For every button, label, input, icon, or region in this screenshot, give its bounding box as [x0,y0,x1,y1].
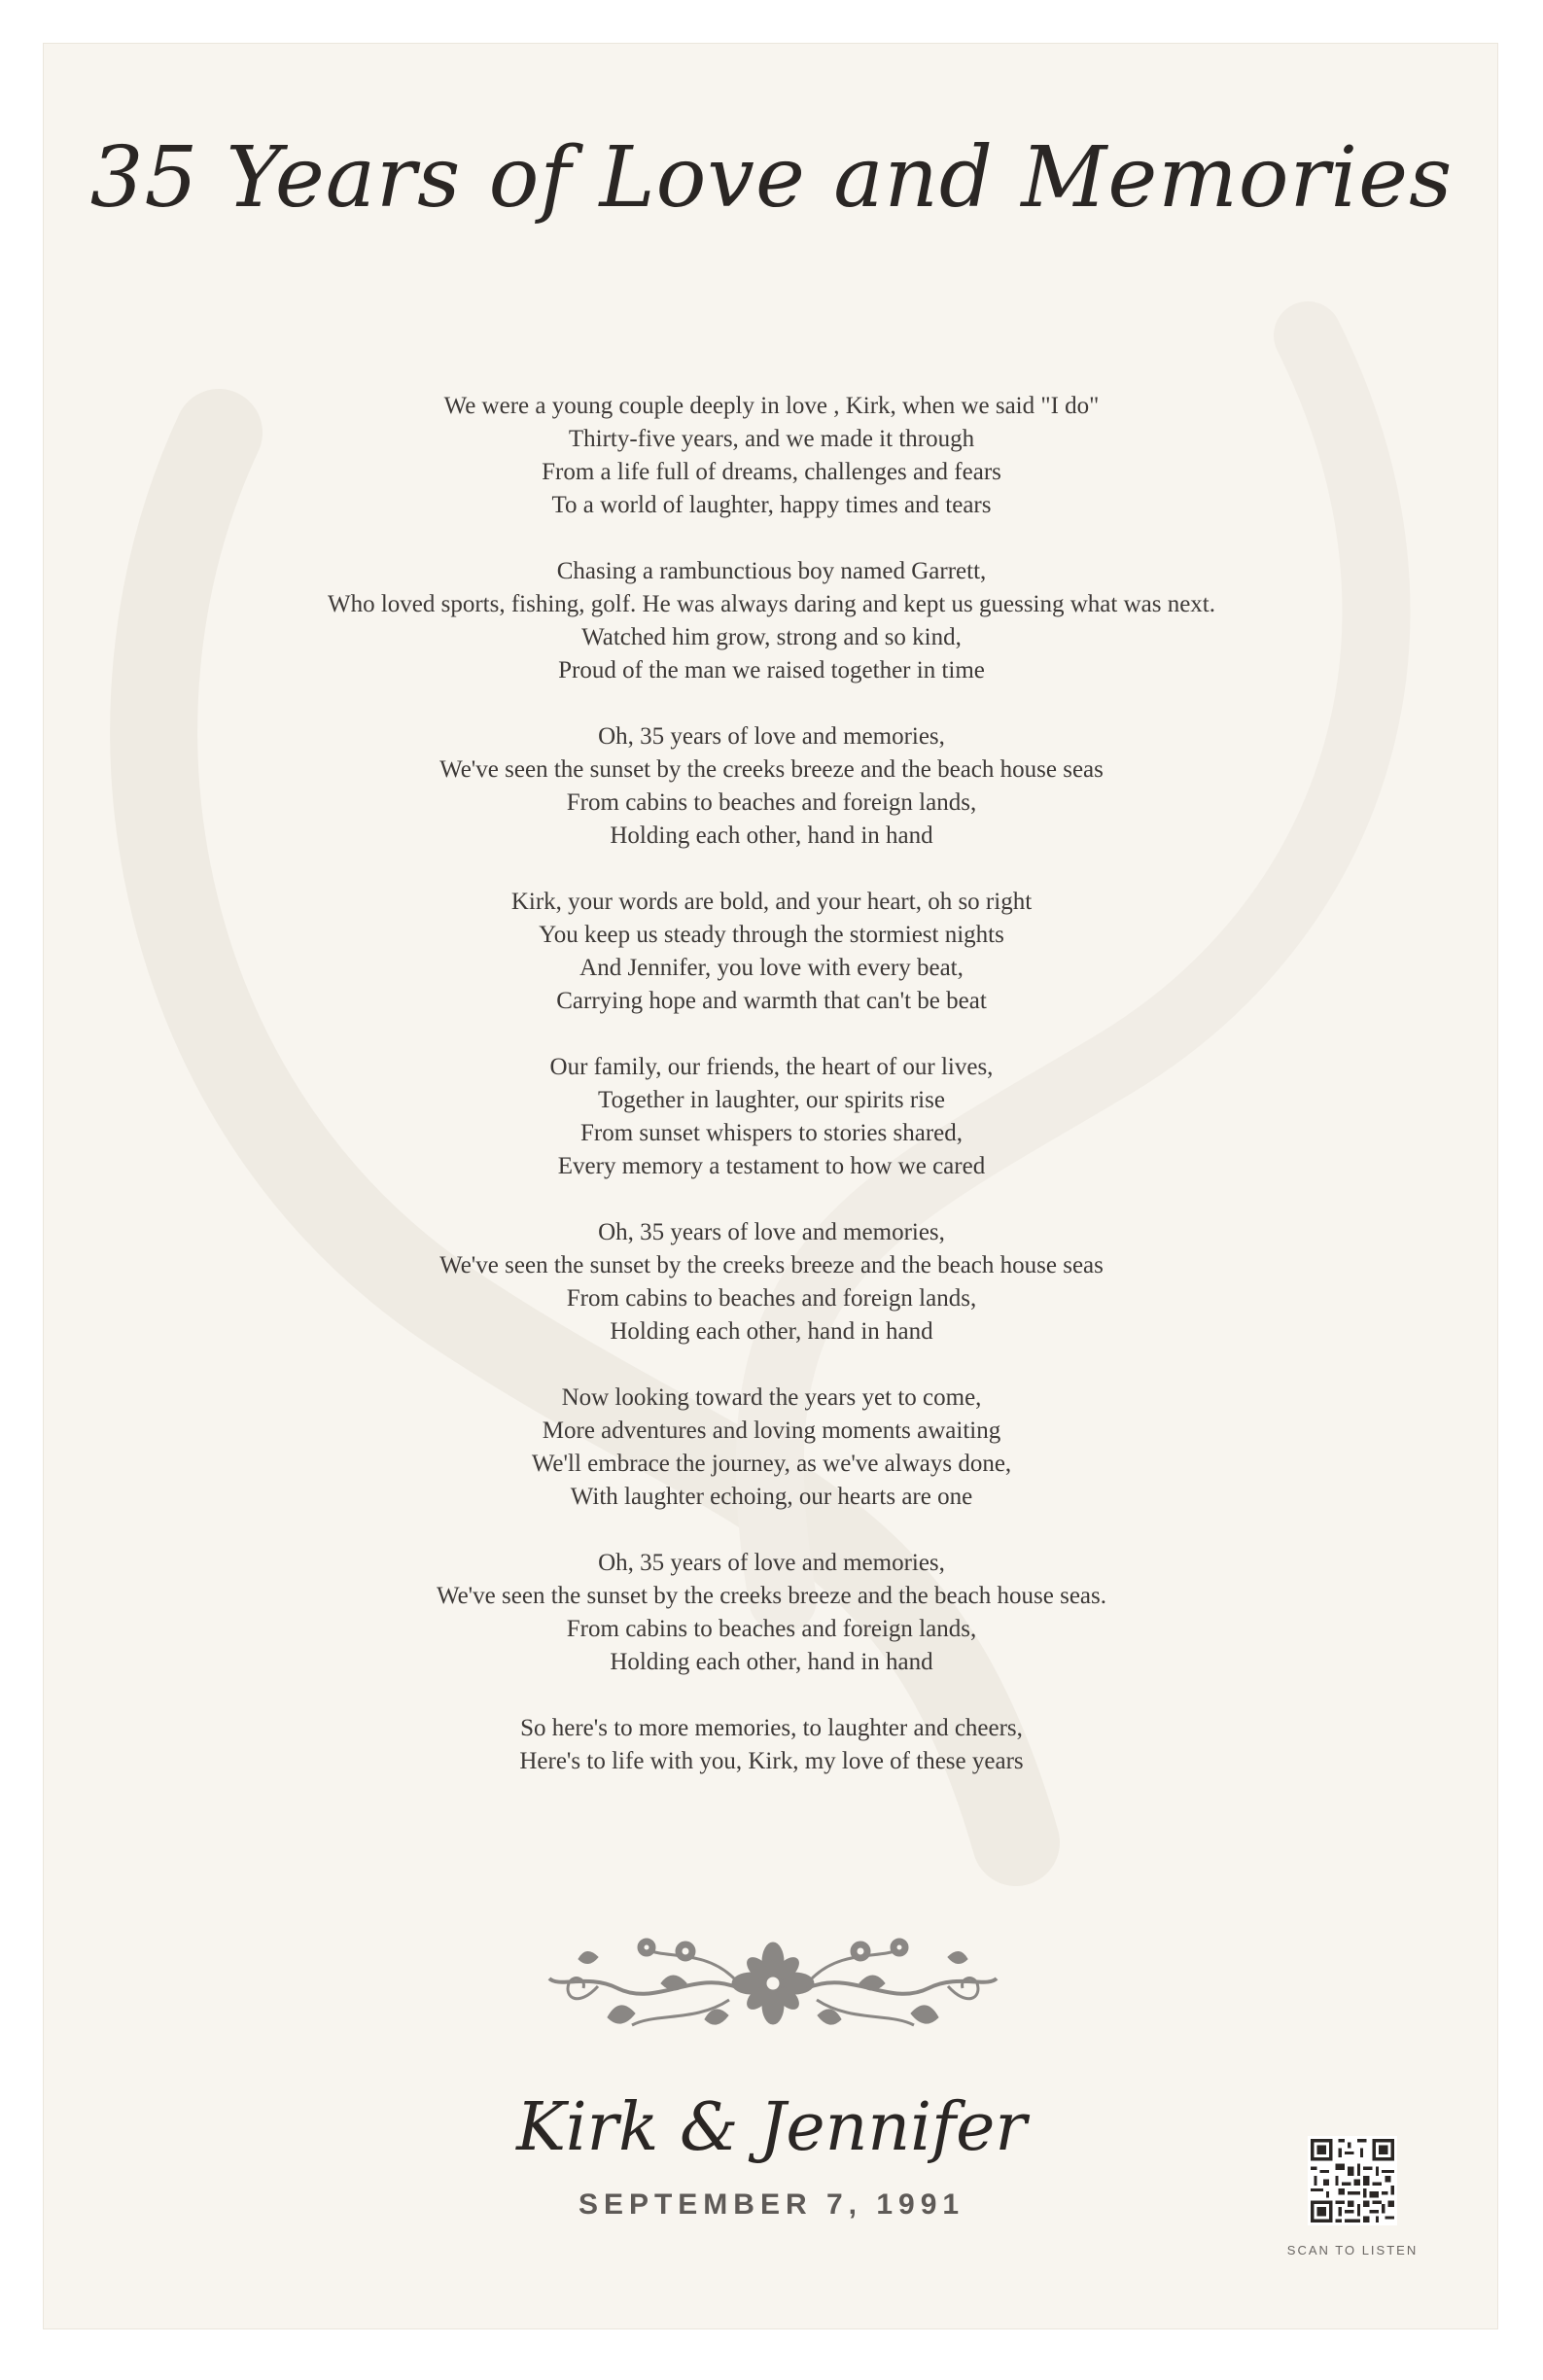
lyric-line: We've seen the sunset by the creeks breeze and the beach house seas. [436,1583,1106,1609]
lyric-line: Our family, our friends, the heart of our lives, [549,1054,994,1080]
lyric-line: With laughter echoing, our hearts are one [570,1484,973,1510]
lyric-stanza [44,1216,1498,1348]
lyric-line: From cabins to beaches and foreign lands, [566,1616,977,1642]
lyric-line: We've seen the sunset by the creeks breeze and the beach house seas [439,756,1104,783]
lyric-line: We were a young couple deeply in love , Kirk, when we said "I do" [443,393,1100,419]
lyric-line: From sunset whispers to stories shared, [579,1120,964,1146]
lyric-line: Every memory a testament to how we cared [557,1153,986,1179]
lyric-line: Holding each other, hand in hand [610,1318,933,1345]
lyric-line: We've seen the sunset by the creeks breeze and the beach house seas [439,1252,1104,1278]
lyric-line: Chasing a rambunctious boy named Garrett, [556,558,987,584]
lyric-line: Holding each other, hand in hand [610,822,933,849]
wedding-date: SEPTEMBER 7, 1991 [578,2188,965,2221]
floral-divider-icon [540,1930,1006,2037]
qr-code-icon[interactable] [1308,2136,1397,2225]
lyric-stanza [44,720,1498,853]
lyric-line: Oh, 35 years of love and memories, [598,1550,945,1576]
lyric-stanza [44,390,1498,522]
lyric-line: And Jennifer, you love with every beat, [579,955,964,981]
lyric-line: Watched him grow, strong and so kind, [581,624,962,650]
lyric-line: So here's to more memories, to laughter and cheers, [520,1715,1023,1741]
lyric-line: Oh, 35 years of love and memories, [598,1219,945,1245]
lyric-line: Here's to life with you, Kirk, my love of these years [519,1748,1024,1774]
couple-names: Kirk & Jennifer [516,2089,1027,2166]
lyric-line: To a world of laughter, happy times and tears [551,492,992,518]
lyric-line: Holding each other, hand in hand [610,1649,933,1675]
lyric-line: Now looking toward the years yet to come, [561,1384,982,1411]
lyric-line: Together in laughter, our spirits rise [598,1087,945,1113]
lyric-line: From a life full of dreams, challenges and fears [542,459,1001,485]
poster-page [43,43,1498,2329]
lyric-stanza [44,1712,1498,1778]
lyric-line: Carrying hope and warmth that can't be beat [556,988,987,1014]
lyric-line: Who loved sports, fishing, golf. He was always daring and kept us guessing what was next. [327,591,1216,617]
lyric-line: You keep us steady through the stormiest nights [539,922,1004,948]
lyric-line: We'll embrace the journey, as we've always done, [531,1451,1012,1477]
lyric-line: Kirk, your words are bold, and your heart, oh so right [510,889,1033,915]
lyric-line: From cabins to beaches and foreign lands, [566,789,977,816]
qr-scan-label: SCAN TO LISTEN [1286,2243,1419,2258]
poster-title: 35 Years of Love and Memories [89,129,1454,227]
lyric-line: More adventures and loving moments awaiting [542,1418,1001,1444]
lyric-stanza [44,1382,1498,1514]
lyric-stanza [44,1547,1498,1679]
lyric-line: From cabins to beaches and foreign lands, [566,1285,977,1312]
lyrics-block [44,390,1498,1811]
lyric-stanza [44,555,1498,687]
lyric-stanza [44,1051,1498,1183]
lyric-line: Thirty-five years, and we made it through [568,426,975,452]
lyric-line: Oh, 35 years of love and memories, [598,723,945,750]
lyric-line: Proud of the man we raised together in time [558,657,985,683]
lyric-stanza [44,886,1498,1018]
